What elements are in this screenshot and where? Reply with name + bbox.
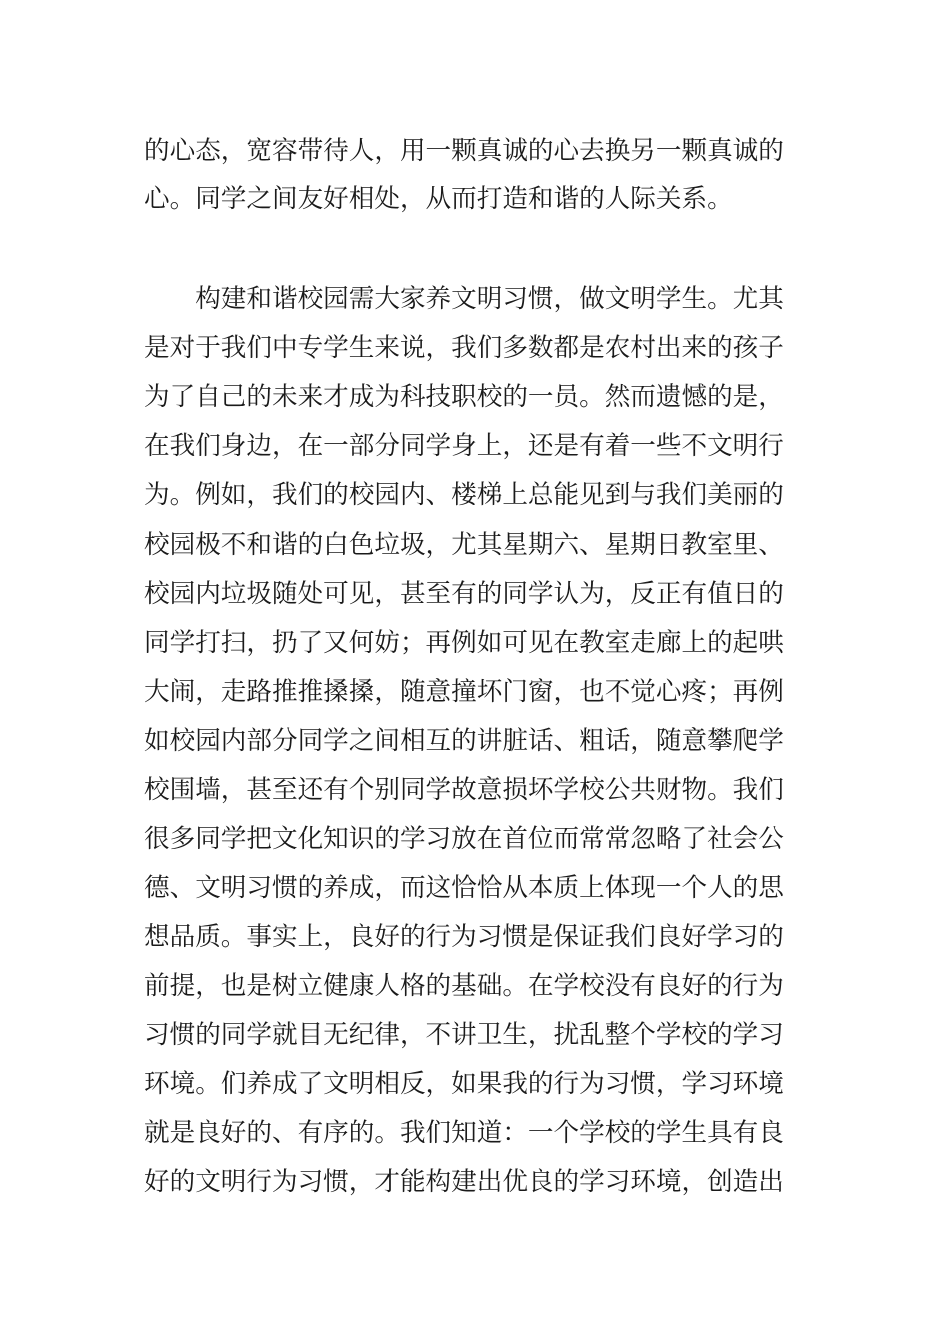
- text-line: 的心态，宽容带待人，用一颗真诚的心去换另一颗真诚的: [144, 136, 784, 166]
- text-line: 习惯的同学就目无纪律，不讲卫生，扰乱整个学校的学习: [144, 1020, 784, 1050]
- text-line: 是对于我们中专学生来说，我们多数都是农村出来的孩子: [144, 333, 784, 363]
- text-line: 如校园内部分同学之间相互的讲脏话、粗话，随意攀爬学: [144, 726, 784, 756]
- text-line: 为。例如，我们的校园内、楼梯上总能见到与我们美丽的: [144, 480, 784, 510]
- text-line: 校园极不和谐的白色垃圾，尤其星期六、星期日教室里、: [144, 530, 784, 560]
- text-line: 为了自己的未来才成为科技职校的一员。然而遗憾的是，: [144, 382, 784, 412]
- text-line: 好的文明行为习惯，才能构建出优良的学习环境，创造出: [144, 1167, 784, 1197]
- text-line: 很多同学把文化知识的学习放在首位而常常忽略了社会公: [144, 824, 784, 854]
- text-line: 构建和谐校园需大家养文明习惯，做文明学生。尤其: [144, 284, 784, 314]
- text-line: 德、文明习惯的养成，而这恰恰从本质上体现一个人的思: [144, 873, 784, 903]
- text-line: 大闹，走路推推搡搡，随意撞坏门窗，也不觉心疼；再例: [144, 677, 784, 707]
- text-line: 就是良好的、有序的。我们知道：一个学校的学生具有良: [144, 1118, 784, 1148]
- text-line: 同学打扫，扔了又何妨；再例如可见在教室走廊上的起哄: [144, 628, 784, 658]
- text-line: 想品质。事实上，良好的行为习惯是保证我们良好学习的: [144, 922, 784, 952]
- text-line: 心。同学之间友好相处，从而打造和谐的人际关系。: [144, 184, 733, 214]
- text-line: 校围墙，甚至还有个别同学故意损坏学校公共财物。我们: [144, 775, 784, 805]
- text-line: 在我们身边，在一部分同学身上，还是有着一些不文明行: [144, 431, 784, 461]
- text-line: 环境。们养成了文明相反，如果我的行为习惯，学习环境: [144, 1069, 784, 1099]
- text-line: 校园内垃圾随处可见，甚至有的同学认为，反正有值日的: [144, 579, 784, 609]
- text-line: 前提，也是树立健康人格的基础。在学校没有良好的行为: [144, 971, 784, 1001]
